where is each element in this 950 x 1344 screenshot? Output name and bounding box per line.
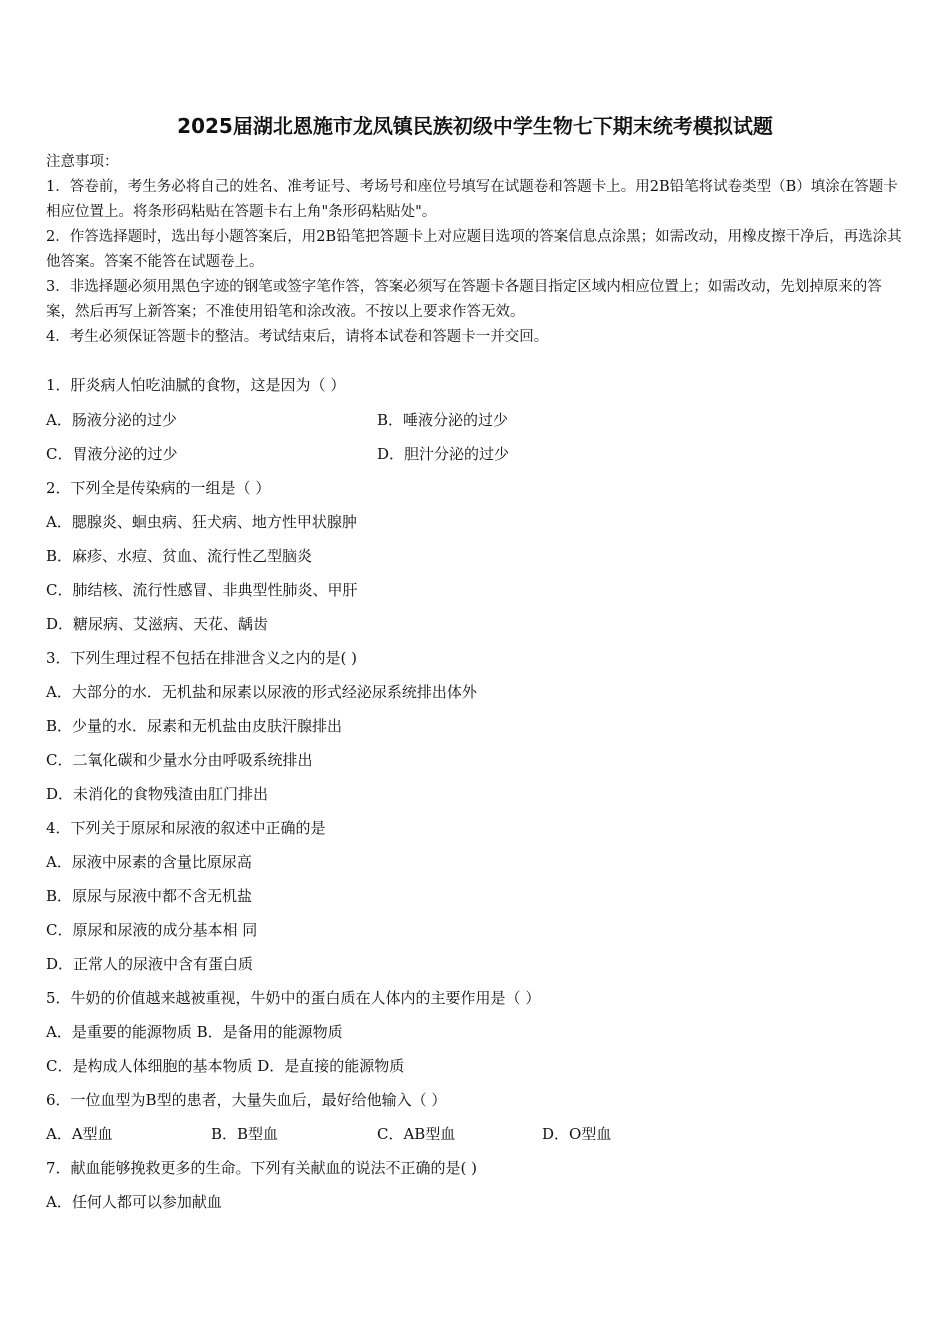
question-6-stem: 6．一位血型为B型的患者，大量失血后，最好给他输入（ ） (46, 1091, 447, 1109)
question-7-option-a: A．任何人都可以参加献血 (46, 1193, 222, 1211)
question-6-option-a: A．A型血 (46, 1125, 113, 1143)
question-6-option-c: C．AB型血 (377, 1125, 456, 1143)
question-4-option-d: D．正常人的尿液中含有蛋白质 (46, 955, 254, 973)
question-3-option-c: C．二氧化碳和少量水分由呼吸系统排出 (46, 751, 313, 769)
note-item: 1．答卷前，考生务必将自己的姓名、准考证号、考场号和座位号填写在试题卷和答题卡上。用2B铅笔将试卷类型（B）填涂在答题卡相应位置上。将条形码粘贴在答题卡右上角"条形码粘贴处"。 (46, 179, 898, 220)
page-title: 2025届湖北恩施市龙凤镇民族初级中学生物七下期末统考模拟试题 (177, 114, 773, 138)
question-3-option-d: D．未消化的食物残渣由肛门排出 (46, 785, 269, 803)
question-4-stem: 4．下列关于原尿和尿液的叙述中正确的是 (46, 819, 326, 837)
question-1-stem: 1．肝炎病人怕吃油腻的食物，这是因为（ ） (46, 376, 346, 394)
question-2-option-b: B．麻疹、水痘、贫血、流行性乙型脑炎 (46, 547, 313, 565)
question-6-option-b: B．B型血 (211, 1125, 279, 1143)
question-3-option-b: B．少量的水．尿素和无机盐由皮肤汗腺排出 (46, 717, 343, 735)
question-4-option-c: C．原尿和尿液的成分基本相 同 (46, 921, 258, 939)
notes-heading: 注意事项： (46, 154, 119, 170)
question-1-option-a: A．肠液分泌的过少 (46, 411, 177, 429)
question-5-options-cd: C．是构成人体细胞的基本物质 D．是直接的能源物质 (46, 1057, 405, 1075)
question-3-option-a: A．大部分的水．无机盐和尿素以尿液的形式经泌尿系统排出体外 (46, 683, 477, 701)
question-2-option-a: A．腮腺炎、蛔虫病、狂犬病、地方性甲状腺肿 (46, 513, 357, 531)
question-2-option-d: D．糖尿病、艾滋病、天花、龋齿 (46, 615, 269, 633)
question-2-stem: 2．下列全是传染病的一组是（ ） (46, 479, 271, 497)
question-5-options-ab: A．是重要的能源物质 B．是备用的能源物质 (46, 1023, 343, 1041)
question-2-option-c: C．肺结核、流行性感冒、非典型性肺炎、甲肝 (46, 581, 358, 599)
question-7-stem: 7．献血能够挽救更多的生命。下列有关献血的说法不正确的是( ) (46, 1159, 478, 1177)
question-5-stem: 5．牛奶的价值越来越被重视，牛奶中的蛋白质在人体内的主要作用是（ ） (46, 989, 541, 1007)
question-1-option-b: B．唾液分泌的过少 (377, 411, 509, 429)
question-1-option-d: D．胆汁分泌的过少 (377, 445, 510, 463)
question-1-option-c: C．胃液分泌的过少 (46, 445, 178, 463)
note-item: 2．作答选择题时，选出每小题答案后，用2B铅笔把答题卡上对应题目选项的答案信息点涂黑；如需改动，用橡皮擦干净后，再选涂其他答案。答案不能答在试题卷上。 (46, 229, 902, 270)
question-3-stem: 3．下列生理过程不包括在排泄含义之内的是( ) (46, 649, 358, 667)
question-6-option-d: D．O型血 (542, 1125, 612, 1143)
note-item: 3．非选择题必须用黑色字迹的钢笔或签字笔作答，答案必须写在答题卡各题目指定区域内相应位置上；如需改动，先划掉原来的答案，然后再写上新答案；不准使用铅笔和涂改液。不按以上要求作答无效。 (46, 279, 882, 320)
question-4-option-b: B．原尿与尿液中都不含无机盐 (46, 887, 253, 905)
notes-section (46, 150, 906, 350)
question-4-option-a: A．尿液中尿素的含量比原尿高 (46, 853, 252, 871)
note-item: 4．考生必须保证答题卡的整洁。考试结束后，请将本试卷和答题卡一并交回。 (46, 329, 549, 345)
